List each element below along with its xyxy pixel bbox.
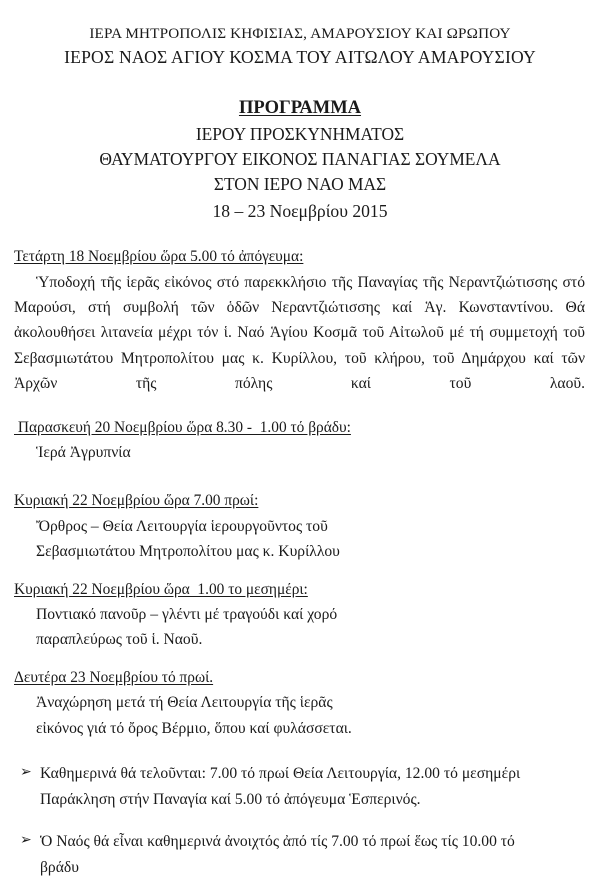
section-heading: Τετάρτη 18 Νοεμβρίου ὥρα 5.00 τό ἀπόγευμα: xyxy=(14,248,304,266)
section-body-line: Ἱερά Ἀγρυπνία xyxy=(36,443,131,461)
section-body xyxy=(14,602,586,653)
program-section xyxy=(14,489,586,564)
diocese-line: ΙΕΡΑ ΜΗΤΡΟΠΟΛΙΣ ΚΗΦΙΣΙΑΣ, ΑΜΑΡΟΥΣΙΟΥ ΚΑΙ ΩΡΩΠΟΥ xyxy=(89,25,511,42)
section-body xyxy=(14,690,586,741)
section-body xyxy=(14,270,586,397)
program-section xyxy=(14,245,586,396)
section-body xyxy=(14,440,586,465)
church-line: ΙΕΡΟΣ ΝΑΟΣ ΑΓΙΟΥ ΚΟΣΜΑ ΤΟΥ ΑΙΤΩΛΟΥ ΑΜΑΡΟΥΣΙΟΥ xyxy=(64,46,536,67)
list-item-text xyxy=(40,829,586,881)
section-body-line: Ἀναχώρηση μετά τή Θεία Λειτουργία τῆς ἱερᾶς xyxy=(36,694,333,712)
section-spacer xyxy=(14,399,586,416)
section-heading: Παρασκευή 20 Νοεμβρίου ὥρα 8.30 - 1.00 τό βράδυ: xyxy=(14,418,351,436)
program-section xyxy=(14,578,586,653)
list-item-line: Καθημερινά θά τελοῦνται: 7.00 τό πρωί Θεία Λειτουργία, 12.00 τό μεσημέρι xyxy=(40,765,521,783)
section-heading: Κυριακή 22 Νοεμβρίου ὥρα 1.00 το μεσημέρι: xyxy=(14,580,308,598)
arrowhead-bullet-icon: ➢ xyxy=(20,831,32,848)
notes-list xyxy=(0,761,600,881)
list-item xyxy=(14,761,586,813)
section-body xyxy=(14,514,586,565)
section-spacer xyxy=(14,655,586,666)
section-heading: Κυριακή 22 Νοεμβρίου ὥρα 7.00 πρωί: xyxy=(14,492,259,510)
section-spacer xyxy=(14,567,586,578)
title-block xyxy=(0,95,600,224)
list-item xyxy=(14,829,586,881)
program-section xyxy=(14,416,586,466)
section-body-line: Ὄρθρος – Θεία Λειτουργία ἱερουργοῦντος τοῦ xyxy=(36,517,328,535)
list-item-line: Παράκληση στήν Παναγία καί 5.00 τό ἀπόγευμα Ἑσπερινός. xyxy=(40,790,421,808)
page-title: ΠΡΟΓΡΑΜΜΑ xyxy=(238,98,362,119)
masthead xyxy=(0,0,600,69)
arrowhead-bullet-icon: ➢ xyxy=(20,764,32,781)
title-date-range: 18 – 23 Νοεμβρίου 2015 xyxy=(212,200,388,221)
section-body-line: παραπλεύρως τοῦ ἱ. Ναοῦ. xyxy=(36,631,203,649)
program-sections xyxy=(0,245,600,741)
title-subtitle-3: ΣΤΟΝ ΙΕΡΟ ΝΑΟ ΜΑΣ xyxy=(213,173,387,194)
list-item-text xyxy=(40,761,586,813)
section-body-line: Σεβασμιωτάτου Μητροπολίτου μας κ. Κυρίλλου xyxy=(36,543,340,561)
section-body-text: Ὑποδοχή τῆς ἱερᾶς εἰκόνος στό παρεκκλήσιο τῆς Παναγίας τῆς Νεραντζιώτισσης στό Μαρούσι, στή συμβολή τῶν ὁδῶν Νεραντζιώτισσης καί Ἁγ. Κωνσταντίνου. Θά ἀκολουθήσει λιτανεία μέχρι τόν ἱ. Ναό Ἁγίου Κοσμᾶ τοῦ Αἰτωλοῦ μέ τή συμμετοχή τοῦ Σεβασμιωτάτου Μητροπολίτου μας κ. Κυρίλλου, τοῦ κλήρου, τοῦ Δημάρχου καί τῶν Ἀρχῶν τῆς πόλης καί τοῦ λαοῦ. xyxy=(14,273,585,393)
list-item-line: Ὁ Ναός θά εἶναι καθημερινά ἀνοιχτός ἀπό τίς 7.00 τό πρωί ἕως τίς 10.00 τό xyxy=(40,832,515,850)
section-heading: Δευτέρα 23 Νοεμβρίου τό πρωί. xyxy=(14,668,214,686)
list-item-line: βράδυ xyxy=(40,858,79,876)
section-spacer xyxy=(14,467,586,489)
program-section xyxy=(14,666,586,741)
title-subtitle-1: ΙΕΡΟΥ ΠΡΟΣΚΥΝΗΜΑΤΟΣ xyxy=(195,123,405,144)
title-subtitle-2: ΘΑΥΜΑΤΟΥΡΓΟΥ ΕΙΚΟΝΟΣ ΠΑΝΑΓΙΑΣ ΣΟΥΜΕΛΑ xyxy=(99,148,501,169)
section-body-line: εἰκόνος γιά τό ὄρος Βέρμιο, ὅπου καί φυλάσσεται. xyxy=(36,719,352,737)
section-body-line: Ποντιακό πανοῦρ – γλέντι μέ τραγούδι καί χορό xyxy=(36,605,338,623)
